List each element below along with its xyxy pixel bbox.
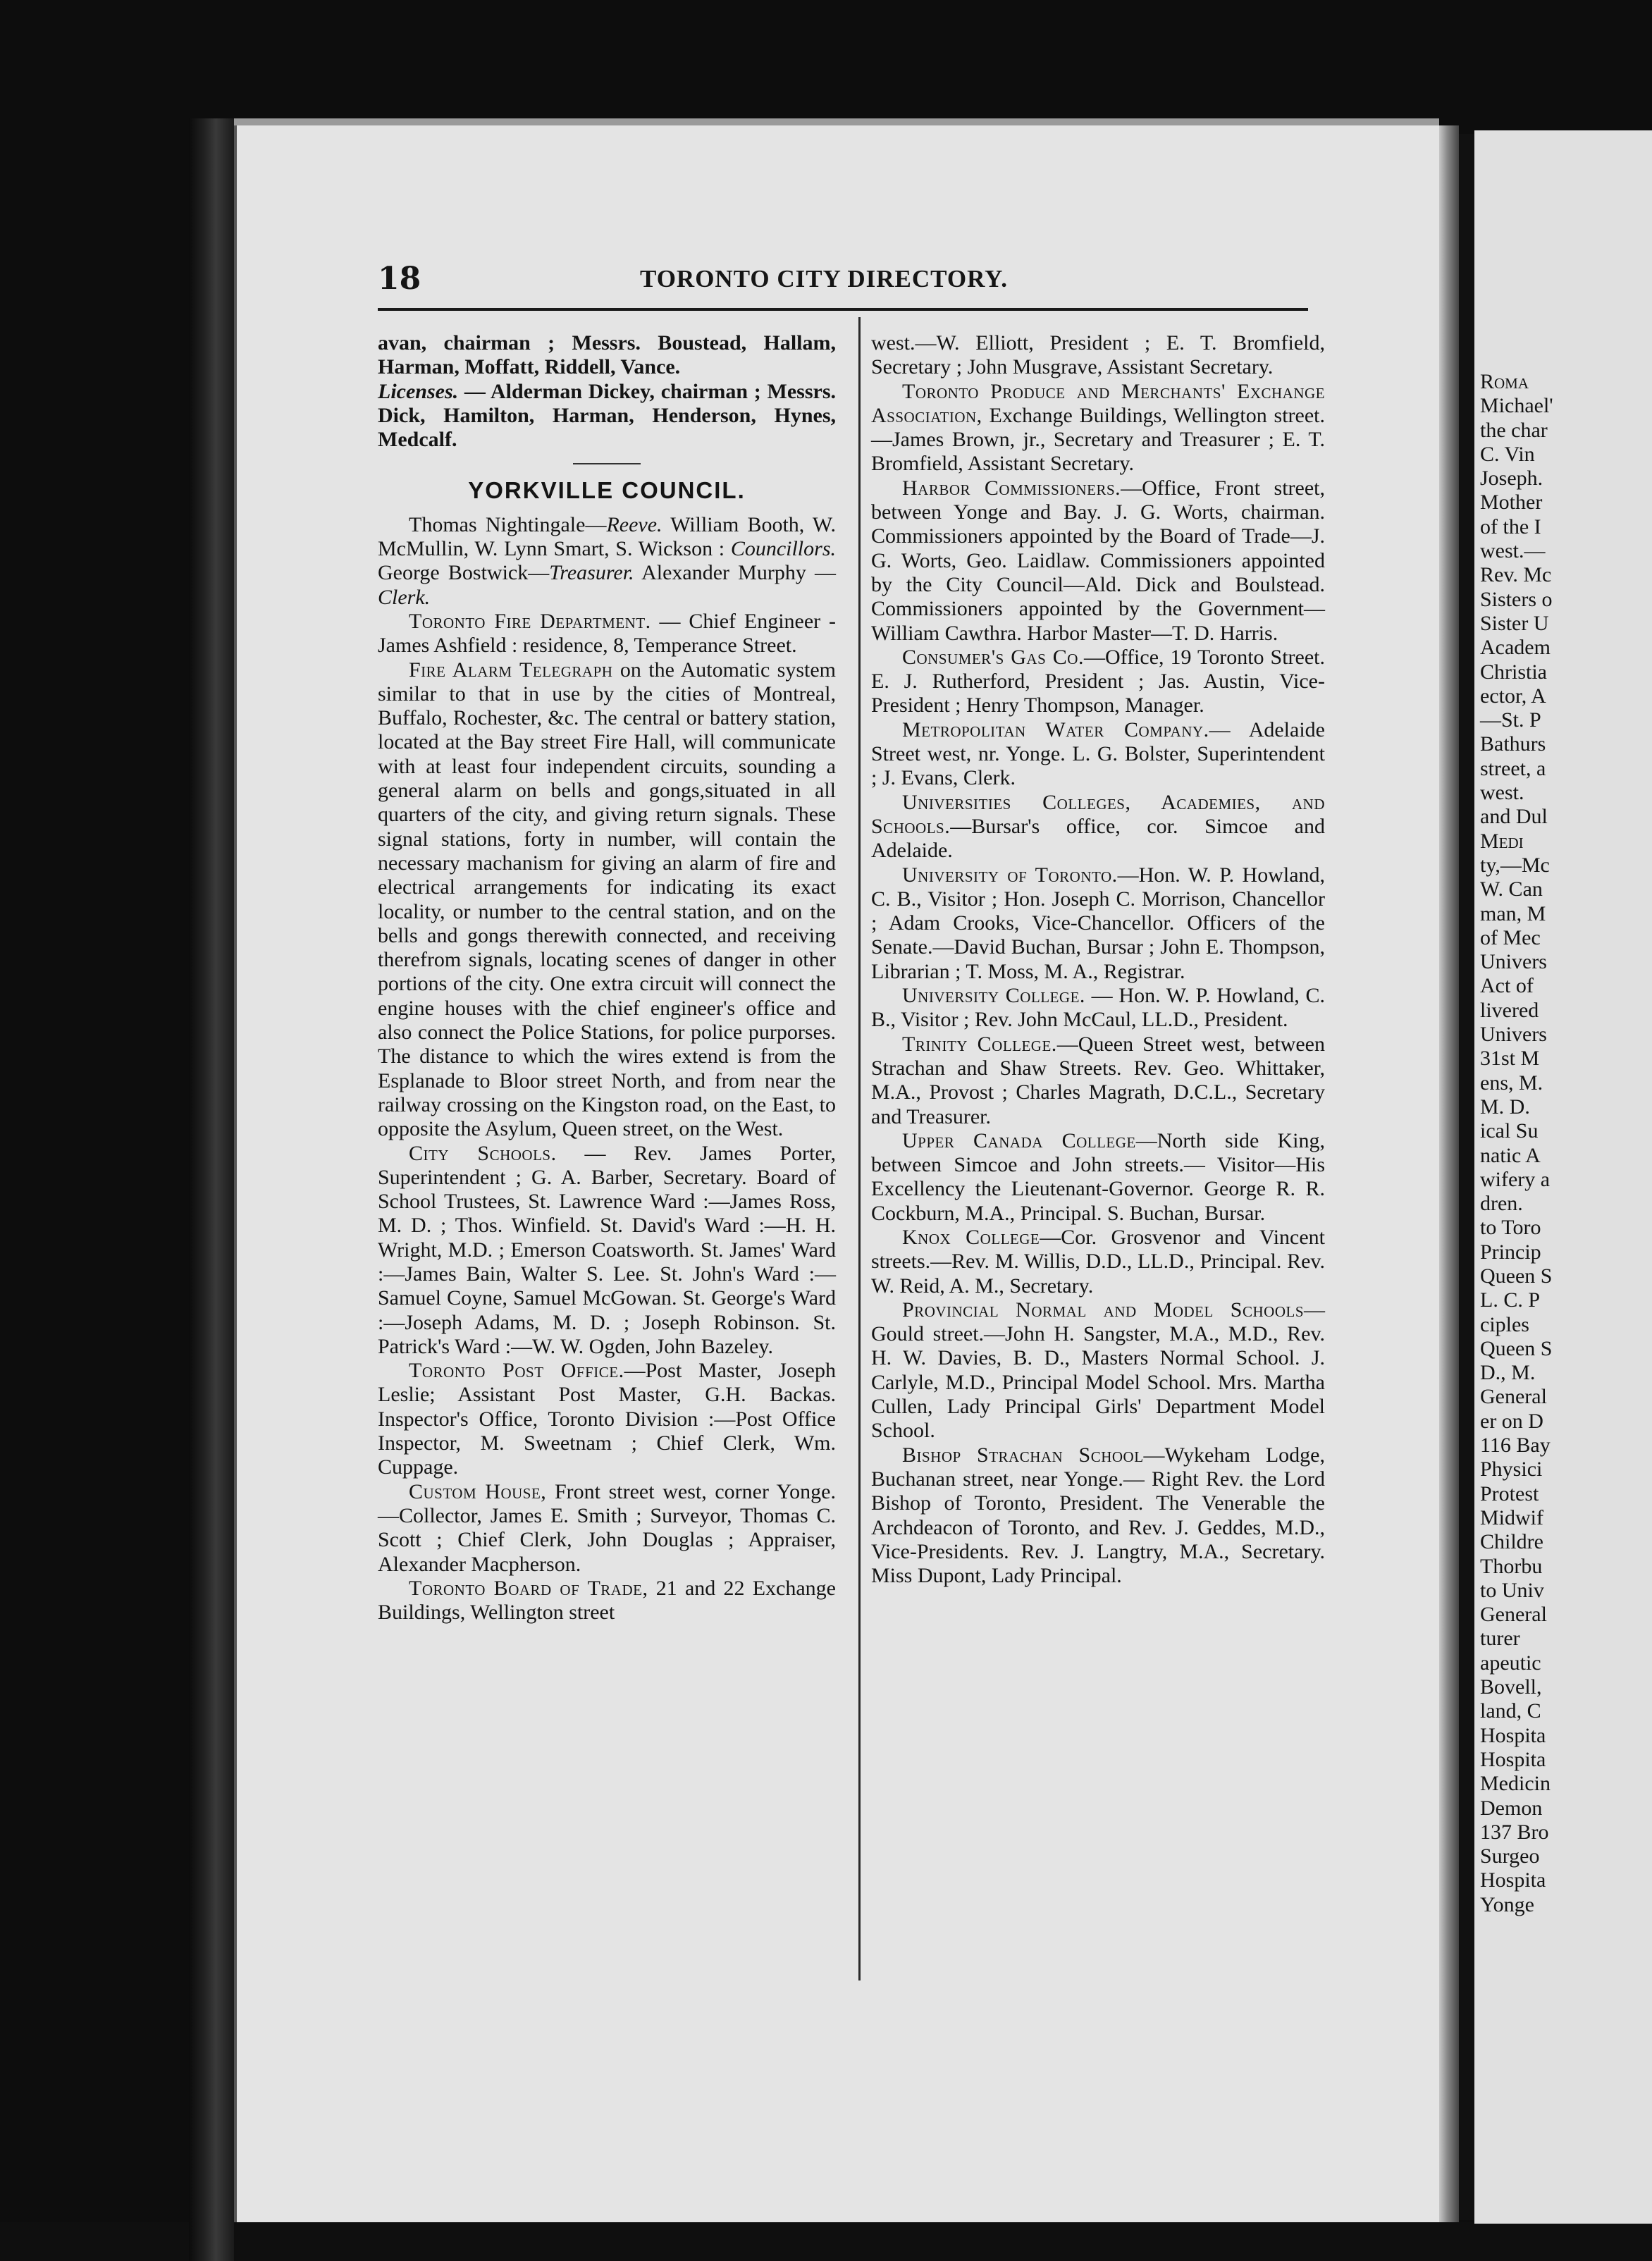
facing-page-line: 31st M bbox=[1480, 1047, 1540, 1071]
facing-page-line: of the I bbox=[1480, 515, 1541, 538]
middle-column bbox=[871, 331, 1325, 1588]
facing-page-line: the char bbox=[1480, 418, 1548, 442]
facing-page-line: D., M. bbox=[1480, 1361, 1536, 1385]
committee-members: avan, chairman ; Messrs. Boustead, Hallam, Harman, Moffatt, Riddell, Vance. bbox=[378, 331, 836, 379]
facing-page-line: street, a bbox=[1480, 756, 1546, 780]
facing-page-line: W. Can bbox=[1480, 877, 1543, 901]
facing-page-line: ector, A bbox=[1480, 684, 1546, 708]
facing-page-line: wifery a bbox=[1480, 1167, 1551, 1191]
upper-canada-college-entry: Upper Canada College—North side King, between Simcoe and John streets.— Visitor—His Excellency the Lieutenant-Governor. George R. R. Cockburn, M.A., Principal. S. Buchan, Bursar. bbox=[871, 1128, 1325, 1225]
facing-page-line: Princip bbox=[1480, 1240, 1541, 1264]
facing-page-line: Rev. Mc bbox=[1480, 563, 1552, 587]
facing-page-line: 137 Bro bbox=[1480, 1820, 1549, 1844]
facing-page-line: Medicin bbox=[1480, 1772, 1551, 1796]
left-column bbox=[378, 331, 836, 1625]
page-fold-edge bbox=[1439, 125, 1459, 2222]
facing-page-line: Protest bbox=[1480, 1481, 1539, 1505]
facing-page-line: er on D bbox=[1480, 1409, 1543, 1433]
facing-page-line: natic A bbox=[1480, 1143, 1541, 1167]
page-header bbox=[378, 261, 1308, 303]
water-company-entry: Metropolitan Water Company.— Adelaide Street west, nr. Yonge. L. G. Bolster, Superintendent ; J. Evans, Clerk. bbox=[871, 717, 1325, 790]
facing-page-line: General bbox=[1480, 1385, 1547, 1409]
fire-department-entry: Toronto Fire Department. — Chief Engineer - James Ashfield : residence, 8, Temperance Street. bbox=[378, 609, 837, 658]
page-number: 18 bbox=[378, 261, 421, 297]
produce-exchange-entry: Toronto Produce and Merchants' Exchange Association, Exchange Buildings, Wellington street.—James Brown, jr., Secretary and Treasurer ; E. T. Bromfield, Assistant Secretary. bbox=[871, 379, 1325, 476]
column-divider bbox=[858, 317, 861, 1980]
facing-page-line: west. bbox=[1480, 781, 1524, 805]
custom-house-entry: Custom House, Front street west, corner Yonge.—Collector, James E. Smith ; Surveyor, Thomas C. Scott ; Chief Clerk, John Douglas ; Appraiser, Alexander Macpherson. bbox=[378, 1479, 836, 1576]
facing-page-line: Midwif bbox=[1480, 1505, 1543, 1529]
facing-page-line: Physici bbox=[1480, 1458, 1543, 1481]
facing-page-line: C. Vin bbox=[1480, 442, 1535, 466]
university-college-entry: University College. — Hon. W. P. Howland, C. B., Visitor ; Rev. John McCaul, LL.D., President. bbox=[871, 984, 1325, 1032]
section-heading: YORKVILLE COUNCIL. bbox=[468, 477, 746, 504]
yorkville-council-entry: Thomas Nightingale—Reeve. William Booth, W. McMullin, W. Lynn Smart, S. Wickson : Councillors. George Bostwick—Treasurer. Alexander Murphy — Clerk. bbox=[378, 512, 836, 609]
section-separator bbox=[573, 463, 641, 464]
universities-entry: Universities Colleges, Academies, and Schools.—Bursar's office, cor. Simcoe and Adelaide. bbox=[871, 790, 1325, 863]
facing-page-text bbox=[1480, 370, 1652, 1917]
facing-page-line: Yonge bbox=[1480, 1892, 1534, 1916]
facing-page-line: Sisters o bbox=[1480, 587, 1553, 611]
facing-page-line: Thorbu bbox=[1480, 1554, 1543, 1578]
facing-page-line: Hospita bbox=[1480, 1723, 1546, 1747]
normal-school-entry: Provincial Normal and Model Schools—Gould street.—John H. Sangster, M.A., M.D., Rev. H. W. Davies, B. D., Masters Normal School. J. Carlyle, M.D., Principal Model School. Mrs. Martha Cullen, Lady Principal Girls' Department Model School. bbox=[871, 1298, 1325, 1443]
trinity-college-entry: Trinity College.—Queen Street west, between Strachan and Shaw Streets. Rev. Geo. Whittaker, M.A., Provost ; Charles Magrath, D.C.L., Secretary and Treasurer. bbox=[871, 1032, 1325, 1128]
facing-page-line: Bathurs bbox=[1480, 732, 1546, 756]
facing-page-line: Roma bbox=[1480, 370, 1529, 393]
facing-page-line: dren. bbox=[1480, 1192, 1523, 1216]
harbor-commissioners-entry: Harbor Commissioners.—Office, Front street, between Yonge and Bay. J. G. Worts, chairman. Commissioners appointed by the Board of Trade—J. G. Worts, Geo. Laidlaw. Commissioners appointed by the City Council—Ald. Dick and Boulstead. Commissioners appointed by the Government—William Cawthra. Harbor Master—T. D. Harris. bbox=[871, 476, 1325, 645]
gas-company-entry: Consumer's Gas Co.—Office, 19 Toronto Street. E. J. Rutherford, President ; Jas. Austin, Vice-President ; Henry Thompson, Manager. bbox=[871, 645, 1325, 717]
university-toronto-entry: University of Toronto.—Hon. W. P. Howland, C. B., Visitor ; Hon. Joseph C. Morrison, Chancellor ; Adam Crooks, Vice-Chancellor. Officers of the Senate.—David Buchan, Bursar ; John E. Thompson, Librarian ; T. Moss, M. A., Registrar. bbox=[871, 863, 1326, 983]
facing-page-line: apeutic bbox=[1480, 1651, 1541, 1675]
facing-page-line: Hospita bbox=[1480, 1868, 1546, 1892]
fire-alarm-entry: Fire Alarm Telegraph on the Automatic system similar to that in use by the cities of Montreal, Buffalo, Rochester, &c. The central or battery station, located at the Bay street Fire Hall, will communicate with at least four independent circuits, sounding a general alarm on bells and gongs,situated in all quarters of the city, and giving return signals. These signal stations, forty in number, will contain the necessary machanism for giving an alarm of fire and electrical arrangements for indicating its exact locality, or number to the central station, and on the bells and gongs therewith connected, and receiving therefrom signals, locating scenes of danger in other portions of the city. One extra circuit will connect the engine houses with the chief engineer's office and also connect the Police Stations, for police purporses. The distance to which the wires extend is from the Esplanade to Bloor street North, and from near the railway crossing on the Kingston road, on the East, to opposite the Asylum, Queen street, on the West. bbox=[378, 658, 836, 1141]
facing-page-line: Mother bbox=[1480, 491, 1543, 515]
book-binding-left bbox=[189, 118, 234, 2261]
facing-page-line: man, M bbox=[1480, 901, 1546, 925]
facing-page-line: livered bbox=[1480, 998, 1539, 1022]
facing-page-line: Act of bbox=[1480, 974, 1534, 998]
facing-page-line: L. C. P bbox=[1480, 1288, 1541, 1312]
post-office-entry: Toronto Post Office.—Post Master, Joseph Leslie; Assistant Post Master, G.H. Backas. Inspector's Office, Toronto Division :—Post Office Inspector, M. Sweetnam ; Chief Clerk, Wm. Cuppage. bbox=[378, 1359, 836, 1479]
book-gutter bbox=[1459, 134, 1474, 2220]
facing-page-line: Demon bbox=[1480, 1796, 1543, 1820]
facing-page-line: and Dul bbox=[1480, 805, 1548, 829]
facing-page-line: west.— bbox=[1480, 539, 1546, 563]
facing-page-line: ty,—Mc bbox=[1480, 853, 1550, 877]
facing-page-line: 116 Bay bbox=[1480, 1434, 1551, 1458]
facing-page-line: Bovell, bbox=[1480, 1675, 1542, 1699]
facing-page-line: Medi bbox=[1480, 829, 1524, 853]
knox-college-entry: Knox College—Cor. Grosvenor and Vincent streets.—Rev. M. Willis, D.D., LL.D., Principal. Rev. W. Reid, A. M., Secretary. bbox=[871, 1225, 1325, 1298]
facing-page-line: ens, M. bbox=[1480, 1071, 1543, 1095]
facing-page-line: of Mec bbox=[1480, 925, 1541, 949]
running-head: TORONTO CITY DIRECTORY. bbox=[640, 265, 1008, 292]
facing-page-line: Univers bbox=[1480, 950, 1547, 974]
facing-page-line: Queen S bbox=[1480, 1264, 1553, 1288]
facing-page-line: ciples bbox=[1480, 1312, 1529, 1336]
facing-page-line: General bbox=[1480, 1603, 1547, 1627]
scan-border-bottom bbox=[0, 2222, 1652, 2261]
facing-page-line: Christia bbox=[1480, 660, 1547, 684]
facing-page-line: Univers bbox=[1480, 1023, 1547, 1047]
facing-page-line: land, C bbox=[1480, 1699, 1541, 1723]
facing-page-line: Childre bbox=[1480, 1530, 1543, 1554]
facing-page-line: Academ bbox=[1480, 636, 1551, 660]
facing-page-line: Hospita bbox=[1480, 1747, 1546, 1771]
licenses-entry: Licenses. — Alderman Dickey, chairman ; Messrs. Dick, Hamilton, Harman, Henderson, Hynes, Medcalf. bbox=[378, 379, 836, 452]
facing-page-line: to Univ bbox=[1480, 1578, 1544, 1602]
facing-page-line: to Toro bbox=[1480, 1216, 1541, 1240]
city-schools-entry: City Schools. — Rev. James Porter, Superintendent ; G. A. Barber, Secretary. Board of School Trustees, St. Lawrence Ward :—James Ross, M. D. ; Thos. Winfield. St. David's Ward :—H. H. Wright, M.D. ; Emerson Coatsworth. St. James' Ward :—James Bain, Walter S. Lee. St. John's Ward :—Samuel Coyne, Samuel McGowan. St. George's Ward :—Joseph Adams, M. D. ; Joseph Robinson. St. Patrick's Ward :—W. W. Ogden, John Bazeley. bbox=[378, 1141, 836, 1358]
facing-page-line: Sister U bbox=[1480, 611, 1549, 635]
facing-page-line: Michael' bbox=[1480, 394, 1553, 418]
board-of-trade-continued: west.—W. Elliott, President ; E. T. Bromfield, Secretary ; John Musgrave, Assistant Secretary. bbox=[871, 331, 1325, 379]
facing-page-line: Queen S bbox=[1480, 1336, 1553, 1360]
facing-page-line: M. D. bbox=[1480, 1095, 1530, 1119]
facing-page-line: —St. P bbox=[1480, 708, 1541, 732]
bishop-strachan-entry: Bishop Strachan School—Wykeham Lodge, Buchanan street, near Yonge.— Right Rev. the Lord Bishop of Toronto, President. The Venerable the Archdeacon of Toronto, and Rev. J. Geddes, M.D., Vice-Presidents. Rev. J. Langtry, M.A., Secretary. Miss Dupont, Lady Principal. bbox=[871, 1443, 1325, 1588]
facing-page-line: turer bbox=[1480, 1627, 1520, 1651]
facing-page-line: ical Su bbox=[1480, 1119, 1539, 1143]
facing-page-line: Joseph. bbox=[1480, 467, 1543, 491]
header-rule bbox=[378, 308, 1308, 311]
board-of-trade-entry: Toronto Board of Trade, 21 and 22 Exchange Buildings, Wellington street bbox=[378, 1576, 837, 1625]
facing-page-line: Surgeo bbox=[1480, 1844, 1540, 1868]
